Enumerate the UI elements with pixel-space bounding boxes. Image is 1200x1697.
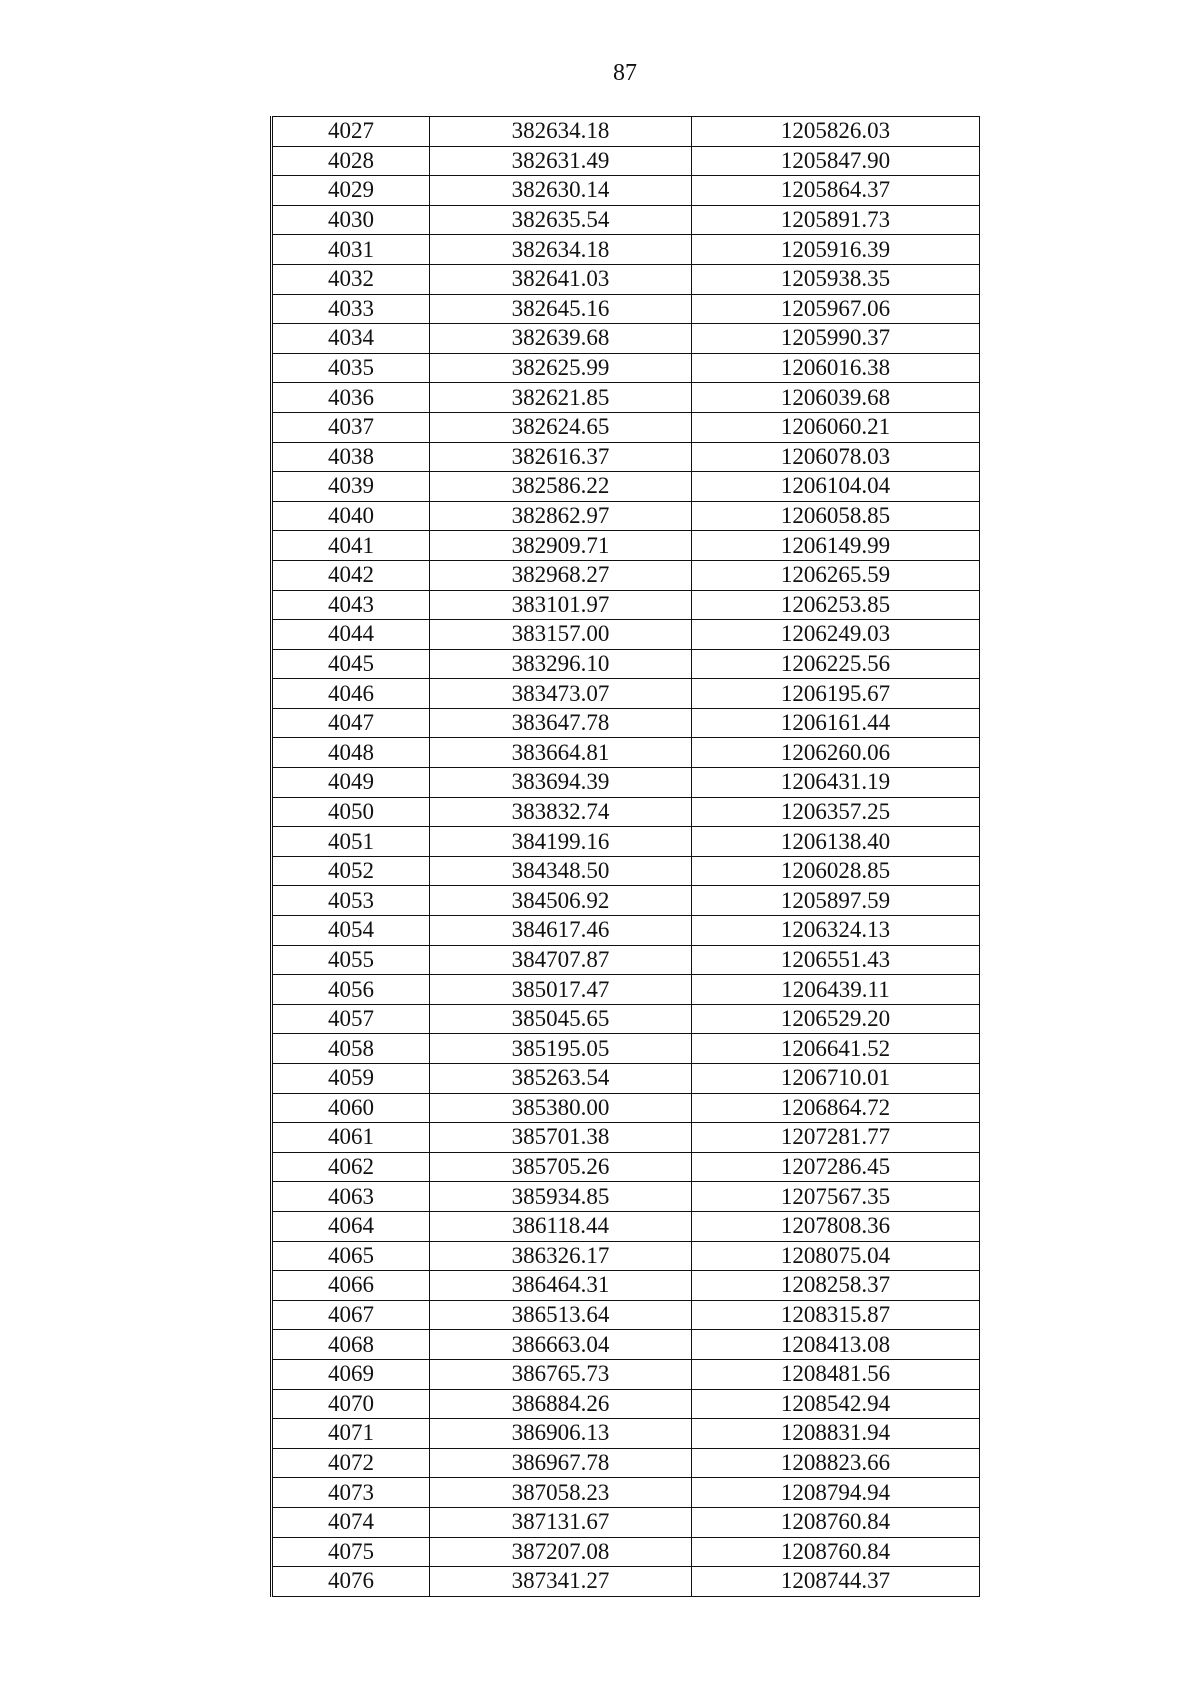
y-coordinate-cell: 1207281.77 [692,1123,980,1153]
y-coordinate-cell: 1206431.19 [692,768,980,798]
y-coordinate-cell: 1208760.84 [692,1537,980,1567]
y-coordinate-cell: 1206439.11 [692,975,980,1005]
point-number-cell: 4074 [272,1507,430,1537]
point-number-cell: 4058 [272,1034,430,1064]
x-coordinate-cell: 387058.23 [430,1478,692,1508]
x-coordinate-cell: 386326.17 [430,1241,692,1271]
x-coordinate-cell: 382635.54 [430,205,692,235]
table-row [272,501,980,531]
point-number-cell: 4064 [272,1211,430,1241]
x-coordinate-cell: 382639.68 [430,324,692,354]
y-coordinate-cell: 1206195.67 [692,679,980,709]
table-row [272,294,980,324]
x-coordinate-cell: 383664.81 [430,738,692,768]
table-row [272,1359,980,1389]
y-coordinate-cell: 1208413.08 [692,1330,980,1360]
table-row [272,1211,980,1241]
point-number-cell: 4041 [272,531,430,561]
page-number: 87 [613,60,637,86]
point-number-cell: 4044 [272,620,430,650]
table-row [272,560,980,590]
table-row [272,1093,980,1123]
table-row [272,797,980,827]
point-number-cell: 4040 [272,501,430,531]
y-coordinate-cell: 1205967.06 [692,294,980,324]
x-coordinate-cell: 383101.97 [430,590,692,620]
y-coordinate-cell: 1208823.66 [692,1448,980,1478]
x-coordinate-cell: 382621.85 [430,383,692,413]
point-number-cell: 4063 [272,1182,430,1212]
y-coordinate-cell: 1207567.35 [692,1182,980,1212]
table-row [272,886,980,916]
y-coordinate-cell: 1206324.13 [692,916,980,946]
point-number-cell: 4039 [272,472,430,502]
table-row [272,117,980,147]
point-number-cell: 4066 [272,1271,430,1301]
x-coordinate-cell: 382909.71 [430,531,692,561]
table-row [272,1004,980,1034]
y-coordinate-cell: 1205990.37 [692,324,980,354]
x-coordinate-cell: 383296.10 [430,649,692,679]
x-coordinate-cell: 384617.46 [430,916,692,946]
x-coordinate-cell: 382616.37 [430,442,692,472]
point-number-cell: 4076 [272,1567,430,1597]
y-coordinate-cell: 1206260.06 [692,738,980,768]
point-number-cell: 4027 [272,117,430,147]
table-row [272,531,980,561]
table-row [272,412,980,442]
point-number-cell: 4032 [272,264,430,294]
x-coordinate-cell: 382862.97 [430,501,692,531]
x-coordinate-cell: 384348.50 [430,856,692,886]
y-coordinate-cell: 1206016.38 [692,353,980,383]
y-coordinate-cell: 1205826.03 [692,117,980,147]
point-number-cell: 4075 [272,1537,430,1567]
x-coordinate-cell: 382641.03 [430,264,692,294]
y-coordinate-cell: 1206265.59 [692,560,980,590]
x-coordinate-cell: 383647.78 [430,708,692,738]
table-row [272,738,980,768]
x-coordinate-cell: 382634.18 [430,235,692,265]
x-coordinate-cell: 382630.14 [430,176,692,206]
table-row [272,1241,980,1271]
point-number-cell: 4052 [272,856,430,886]
table-row [272,1330,980,1360]
point-number-cell: 4054 [272,916,430,946]
x-coordinate-cell: 384199.16 [430,827,692,857]
table-row [272,916,980,946]
table-row [272,1123,980,1153]
y-coordinate-cell: 1206249.03 [692,620,980,650]
table-row [272,264,980,294]
x-coordinate-cell: 385195.05 [430,1034,692,1064]
y-coordinate-cell: 1207808.36 [692,1211,980,1241]
point-number-cell: 4048 [272,738,430,768]
table-row [272,1507,980,1537]
point-number-cell: 4029 [272,176,430,206]
coordinates-table [270,116,980,1597]
y-coordinate-cell: 1206138.40 [692,827,980,857]
table-row [272,324,980,354]
table-row [272,1537,980,1567]
y-coordinate-cell: 1208831.94 [692,1419,980,1449]
point-number-cell: 4050 [272,797,430,827]
table-row [272,442,980,472]
y-coordinate-cell: 1206058.85 [692,501,980,531]
table-row [272,1448,980,1478]
x-coordinate-cell: 383157.00 [430,620,692,650]
y-coordinate-cell: 1208075.04 [692,1241,980,1271]
y-coordinate-cell: 1205916.39 [692,235,980,265]
x-coordinate-cell: 385380.00 [430,1093,692,1123]
point-number-cell: 4057 [272,1004,430,1034]
point-number-cell: 4031 [272,235,430,265]
table-row [272,649,980,679]
point-number-cell: 4034 [272,324,430,354]
table-row [272,679,980,709]
table-row [272,856,980,886]
y-coordinate-cell: 1206253.85 [692,590,980,620]
point-number-cell: 4061 [272,1123,430,1153]
point-number-cell: 4043 [272,590,430,620]
point-number-cell: 4059 [272,1064,430,1094]
table-row [272,235,980,265]
x-coordinate-cell: 386906.13 [430,1419,692,1449]
x-coordinate-cell: 387131.67 [430,1507,692,1537]
point-number-cell: 4056 [272,975,430,1005]
point-number-cell: 4071 [272,1419,430,1449]
table-row [272,1478,980,1508]
y-coordinate-cell: 1206149.99 [692,531,980,561]
y-coordinate-cell: 1205847.90 [692,146,980,176]
table-row [272,620,980,650]
point-number-cell: 4053 [272,886,430,916]
x-coordinate-cell: 385045.65 [430,1004,692,1034]
point-number-cell: 4047 [272,708,430,738]
x-coordinate-cell: 382631.49 [430,146,692,176]
table-row [272,205,980,235]
table-row [272,708,980,738]
x-coordinate-cell: 387341.27 [430,1567,692,1597]
table-row [272,146,980,176]
x-coordinate-cell: 382645.16 [430,294,692,324]
x-coordinate-cell: 385705.26 [430,1152,692,1182]
point-number-cell: 4033 [272,294,430,324]
point-number-cell: 4037 [272,412,430,442]
x-coordinate-cell: 386513.64 [430,1300,692,1330]
point-number-cell: 4036 [272,383,430,413]
point-number-cell: 4028 [272,146,430,176]
point-number-cell: 4068 [272,1330,430,1360]
y-coordinate-cell: 1206028.85 [692,856,980,886]
x-coordinate-cell: 385263.54 [430,1064,692,1094]
y-coordinate-cell: 1205938.35 [692,264,980,294]
point-number-cell: 4060 [272,1093,430,1123]
point-number-cell: 4055 [272,945,430,975]
x-coordinate-cell: 382634.18 [430,117,692,147]
y-coordinate-cell: 1208760.84 [692,1507,980,1537]
point-number-cell: 4038 [272,442,430,472]
point-number-cell: 4051 [272,827,430,857]
y-coordinate-cell: 1206864.72 [692,1093,980,1123]
x-coordinate-cell: 383832.74 [430,797,692,827]
y-coordinate-cell: 1206039.68 [692,383,980,413]
x-coordinate-cell: 386464.31 [430,1271,692,1301]
y-coordinate-cell: 1206357.25 [692,797,980,827]
table-row [272,768,980,798]
point-number-cell: 4070 [272,1389,430,1419]
point-number-cell: 4046 [272,679,430,709]
x-coordinate-cell: 382586.22 [430,472,692,502]
y-coordinate-cell: 1208315.87 [692,1300,980,1330]
y-coordinate-cell: 1208258.37 [692,1271,980,1301]
y-coordinate-cell: 1208481.56 [692,1359,980,1389]
point-number-cell: 4045 [272,649,430,679]
x-coordinate-cell: 383694.39 [430,768,692,798]
point-number-cell: 4072 [272,1448,430,1478]
x-coordinate-cell: 384707.87 [430,945,692,975]
y-coordinate-cell: 1206104.04 [692,472,980,502]
x-coordinate-cell: 387207.08 [430,1537,692,1567]
point-number-cell: 4073 [272,1478,430,1508]
table-row [272,1034,980,1064]
table-row [272,472,980,502]
x-coordinate-cell: 382968.27 [430,560,692,590]
y-coordinate-cell: 1206710.01 [692,1064,980,1094]
table-row [272,827,980,857]
y-coordinate-cell: 1206641.52 [692,1034,980,1064]
point-number-cell: 4067 [272,1300,430,1330]
y-coordinate-cell: 1208542.94 [692,1389,980,1419]
table-row [272,1300,980,1330]
point-number-cell: 4062 [272,1152,430,1182]
y-coordinate-cell: 1206161.44 [692,708,980,738]
y-coordinate-cell: 1207286.45 [692,1152,980,1182]
x-coordinate-cell: 386884.26 [430,1389,692,1419]
table-row [272,1419,980,1449]
x-coordinate-cell: 382625.99 [430,353,692,383]
table-row [272,1152,980,1182]
y-coordinate-cell: 1206078.03 [692,442,980,472]
table-row [272,1389,980,1419]
y-coordinate-cell: 1206551.43 [692,945,980,975]
point-number-cell: 4030 [272,205,430,235]
x-coordinate-cell: 384506.92 [430,886,692,916]
x-coordinate-cell: 382624.65 [430,412,692,442]
x-coordinate-cell: 385017.47 [430,975,692,1005]
point-number-cell: 4042 [272,560,430,590]
point-number-cell: 4049 [272,768,430,798]
table-row [272,383,980,413]
y-coordinate-cell: 1205864.37 [692,176,980,206]
x-coordinate-cell: 386765.73 [430,1359,692,1389]
table-row [272,353,980,383]
table-row [272,1064,980,1094]
table-body [272,117,980,1597]
x-coordinate-cell: 386663.04 [430,1330,692,1360]
table-row [272,945,980,975]
table-row [272,1567,980,1597]
table-row [272,176,980,206]
table-row [272,975,980,1005]
table-row [272,590,980,620]
x-coordinate-cell: 386118.44 [430,1211,692,1241]
x-coordinate-cell: 385701.38 [430,1123,692,1153]
y-coordinate-cell: 1208794.94 [692,1478,980,1508]
point-number-cell: 4069 [272,1359,430,1389]
point-number-cell: 4065 [272,1241,430,1271]
y-coordinate-cell: 1206529.20 [692,1004,980,1034]
point-number-cell: 4035 [272,353,430,383]
y-coordinate-cell: 1206060.21 [692,412,980,442]
y-coordinate-cell: 1205897.59 [692,886,980,916]
x-coordinate-cell: 383473.07 [430,679,692,709]
x-coordinate-cell: 385934.85 [430,1182,692,1212]
x-coordinate-cell: 386967.78 [430,1448,692,1478]
table-row [272,1182,980,1212]
table-row [272,1271,980,1301]
y-coordinate-cell: 1205891.73 [692,205,980,235]
y-coordinate-cell: 1206225.56 [692,649,980,679]
y-coordinate-cell: 1208744.37 [692,1567,980,1597]
